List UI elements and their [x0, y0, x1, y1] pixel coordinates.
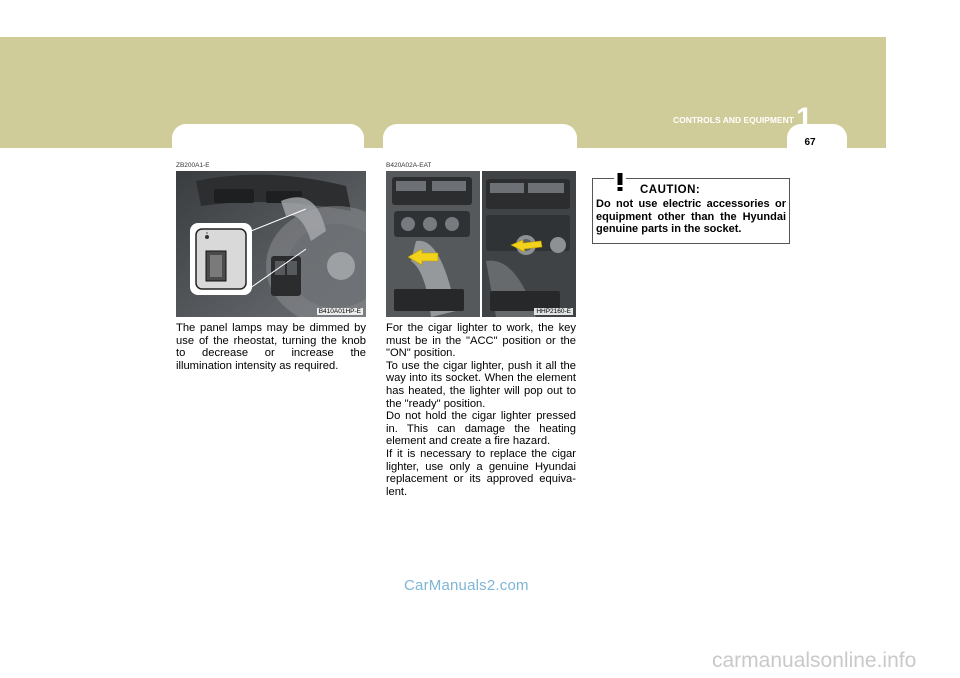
cigar-text: [386, 322, 576, 498]
chapter-title: CONTROLS AND EQUIPMENT: [672, 115, 794, 125]
cigar-code: B420A02A-EAT: [386, 162, 432, 169]
caution-text: Do not use electric accessories or equipment other than the Hyundai genuine parts in the socket.: [596, 198, 786, 236]
rheostat-code: ZB200A1-E: [176, 162, 210, 169]
rheostat-section-title: RHEOSTAT SWITCH: [186, 128, 315, 142]
cigar-image-caption: HHP2160-E: [536, 308, 571, 315]
rheostat-image-caption: B410A01HP-E: [318, 308, 361, 315]
rheostat-photo: [176, 171, 366, 317]
warning-icon: [606, 167, 634, 200]
cigar-paragraph-3: Do not hold the cigar lighter pressed in. This can damage the heating element and create a fire hazard.: [386, 410, 576, 448]
cigar-paragraph-1: For the cigar lighter to work, the key must be in the "ACC" position or the "ON" position.: [386, 322, 576, 360]
cigar-paragraph-2: To use the cigar lighter, push it all the way into its socket. When the element has heated, the lighter will pop out to the "ready" position.: [386, 359, 576, 410]
cigar-section-title: CIGAR LIGHTER: [397, 128, 504, 142]
cigar-photo: [386, 171, 576, 317]
caution-title: CAUTION:: [640, 184, 701, 196]
footer-watermark: carmanualsonline.info: [712, 649, 917, 672]
watermark: CarManuals2.com: [404, 577, 529, 594]
cigar-paragraph-4: If it is necessary to replace the cigar lighter, use only a genuine Hyundai replacement or its approved equiva-lent.: [386, 447, 576, 498]
rheostat-text: The panel lamps may be dimmed by use of the rheostat, turning the knob to decrease or increase the illumination intensity as required.: [176, 322, 366, 372]
chapter-number: 1: [796, 102, 813, 135]
page-number: 67: [804, 137, 816, 148]
